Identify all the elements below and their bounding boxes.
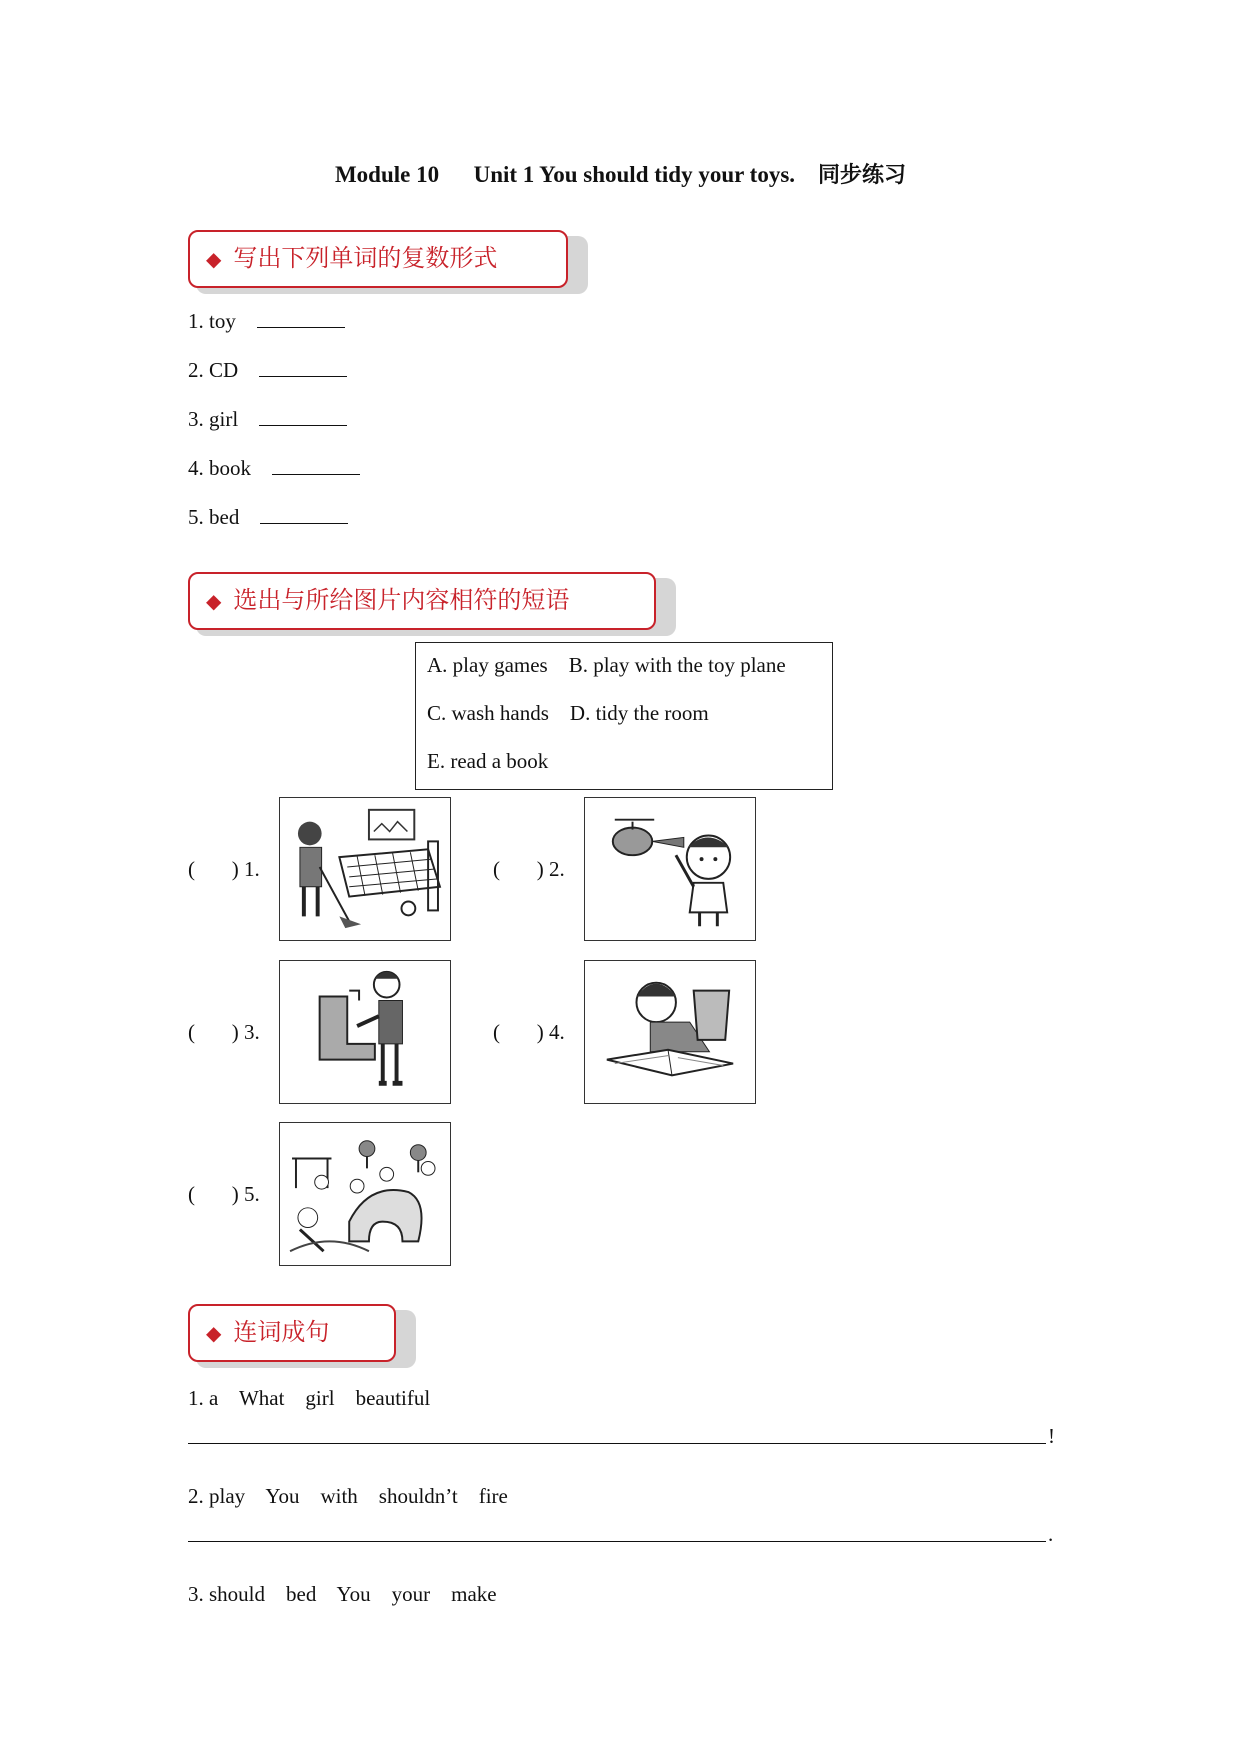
picture-children-playing-park [279,1122,451,1266]
section-title: 连词成句 [233,1318,330,1346]
diamond-icon: ◆ [206,1321,222,1345]
match-question-4 [493,1020,565,1045]
diamond-icon: ◆ [206,247,222,271]
plural-item [188,456,360,481]
plural-item [188,309,345,334]
page-title [0,158,1241,189]
item-number: 3. [188,407,204,431]
item-word: girl [209,407,239,431]
paren-open: ( [188,1020,195,1044]
scrambled-words: 1. a What girl beautiful [188,1386,431,1410]
answer-blank[interactable] [259,407,347,426]
section-header-sentences [188,1304,396,1362]
answer-line[interactable] [188,1541,1046,1542]
plural-item [188,407,347,432]
diamond-icon: ◆ [206,589,222,613]
item-number: 2. [188,358,204,382]
answer-blank[interactable] [272,456,360,475]
plural-item [188,358,347,383]
section-header-plurals [188,230,568,288]
washing-hands-illustration [280,961,450,1103]
choices-row: C. wash hands D. tidy the room [427,701,709,725]
section-header-matching [188,572,656,630]
paren-open: ( [188,1182,195,1206]
paren-open: ( [493,1020,500,1044]
picture-boy-reading-book [584,960,756,1104]
reading-illustration [585,961,755,1103]
scrambled-words: 2. play You with shouldn’t fire [188,1484,508,1508]
scrambled-words: 3. should bed You your make [188,1582,497,1606]
paren-close: ) 5. [231,1182,260,1206]
paren-open: ( [188,857,195,881]
end-punctuation: . [1048,1522,1054,1546]
answer-blank[interactable] [259,358,347,377]
choices-row: E. read a book [427,749,549,773]
park-illustration [280,1123,450,1265]
match-question-5 [188,1182,260,1207]
title-module: Module 10 [334,162,440,187]
item-number: 5. [188,505,204,529]
item-word: book [209,456,251,480]
match-question-1 [188,857,260,882]
picture-boy-washing-hands [279,960,451,1104]
paren-close: ) 1. [231,857,260,881]
item-word: bed [209,505,240,529]
paren-close: ) 2. [536,857,565,881]
paren-close: ) 4. [536,1020,565,1044]
picture-girl-sweeping-bedroom [279,797,451,941]
paren-open: ( [493,857,500,881]
section-title: 写出下列单词的复数形式 [233,244,498,272]
item-word: toy [209,309,236,333]
match-question-2 [493,857,565,882]
sweeping-illustration [280,798,450,940]
toy-plane-illustration [585,798,755,940]
picture-boy-toy-plane [584,797,756,941]
answer-blank[interactable] [257,309,345,328]
answer-blank[interactable] [260,505,348,524]
choices-box [415,642,833,790]
title-unit: Unit 1 You should tidy your toys. [473,162,796,187]
section-title: 选出与所给图片内容相符的短语 [233,586,570,614]
title-suffix: 同步练习 [818,163,907,188]
end-punctuation: ! [1048,1424,1055,1448]
match-question-3 [188,1020,260,1045]
answer-line[interactable] [188,1443,1046,1444]
item-number: 4. [188,456,204,480]
item-number: 1. [188,309,204,333]
item-word: CD [209,358,239,382]
paren-close: ) 3. [231,1020,260,1044]
choices-row: A. play games B. play with the toy plane [427,653,786,677]
plural-item [188,505,348,530]
